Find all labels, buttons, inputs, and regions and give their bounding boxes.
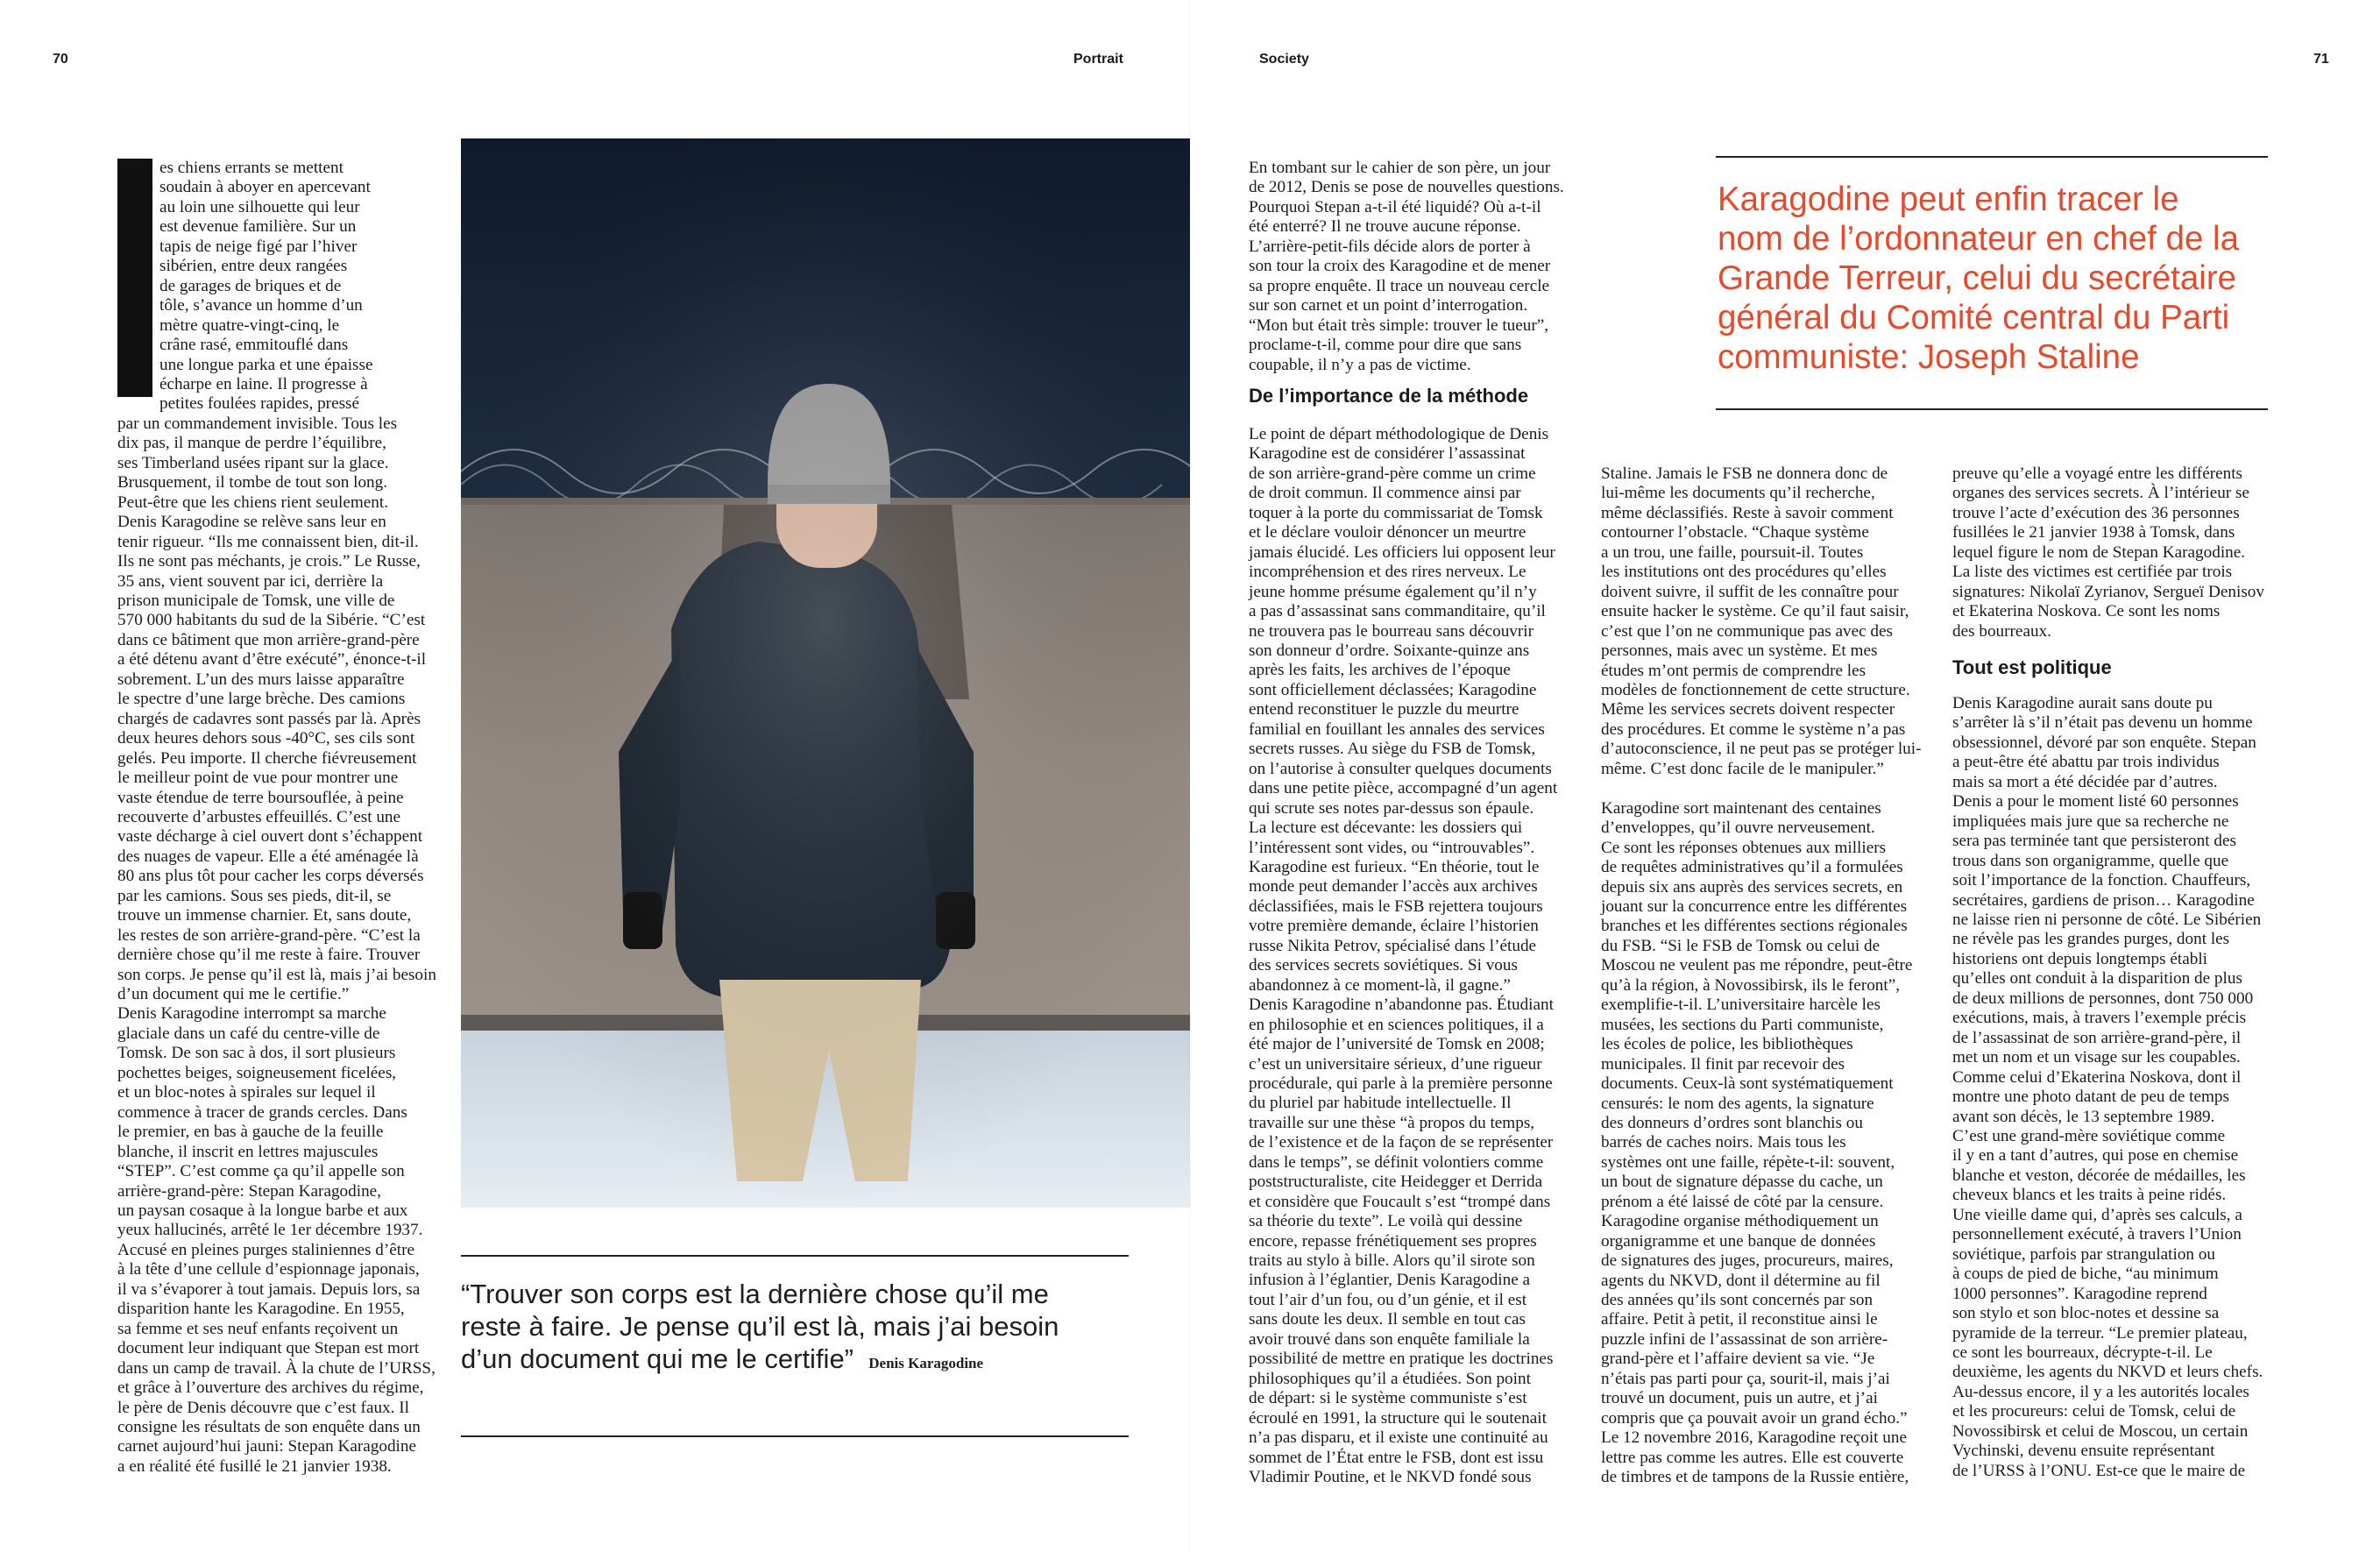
- body-line: Ce sont les réponses obtenues aux milliers: [1601, 838, 1887, 857]
- body-line: Une vieille dame qui, d’après ses calculs, a: [1952, 1205, 2242, 1224]
- body-line: ensuite hacker le système. Ce qu’il faut saisir,: [1601, 602, 1909, 621]
- body-line: abandonnez à ce moment-là, il gagne.”: [1249, 975, 1511, 995]
- body-line: du FSB. “Si le FSB de Tomsk ou celui de: [1601, 936, 1881, 955]
- body-line: écharpe en laine. Il progresse à: [159, 374, 368, 393]
- body-line: Brusquement, il tombe de tout son long.: [117, 473, 388, 493]
- body-line: son donneur d’ordre. Soixante-quinze ans: [1249, 641, 1530, 660]
- body-line: signatures: Nikolaï Zyrianov, Sergueï Denisov: [1952, 582, 2264, 601]
- body-line: La lecture est décevante: les dossiers qui: [1249, 819, 1523, 838]
- body-line: de garages de briques et de: [159, 276, 342, 295]
- body-line: familial en fouillant les annales des services: [1249, 719, 1545, 739]
- body-line: L’arrière-petit-fils décide alors de porter à: [1249, 237, 1531, 256]
- body-line: pyramide de la terreur. “Le premier plateau,: [1952, 1323, 2248, 1343]
- body-line: mais sa mort a été décidée par d’autres.: [1952, 772, 2218, 791]
- body-line: blanche, il inscrit en lettres majuscules: [117, 1142, 379, 1161]
- body-line: puzzle infini de l’assassinat de son arrière-: [1601, 1329, 1888, 1349]
- body-line: et le déclare vouloir dénoncer un meurtre: [1249, 523, 1526, 542]
- body-line: preuve qu’elle a voyagé entre les différents: [1952, 464, 2243, 483]
- portrait-photo: [461, 138, 1190, 1208]
- body-line: dans le temps”, se définit volontiers comme: [1249, 1152, 1544, 1172]
- body-line: vaste étendue de terre boursouflée, à peine: [117, 788, 404, 807]
- body-line: possibilité de mettre en pratique les doctrines: [1249, 1350, 1554, 1369]
- body-line: d’autoconscience, il ne peut pas se protéger lui-: [1601, 740, 1922, 759]
- body-line: n’a pas disparu, et il existe une continuité au: [1249, 1428, 1548, 1448]
- body-line: Denis Karagodine n’abandonne pas. Étudiant: [1249, 996, 1554, 1015]
- body-line: de droit commun. Il commence ainsi par: [1249, 484, 1521, 503]
- body-line: arrière-grand-père: Stepan Karagodine,: [117, 1181, 381, 1201]
- body-line: philosophiques qu’il a étudiées. Son point: [1249, 1369, 1531, 1388]
- body-line: lui-même les documents qu’il recherche,: [1601, 484, 1875, 503]
- body-line: est devenue familière. Sur un: [159, 217, 357, 237]
- body-line: contourner l’obstacle. “Chaque système: [1601, 523, 1869, 542]
- body-line: 570 000 habitants du sud de la Sibérie. “C’est: [117, 611, 426, 630]
- body-line: en philosophie et en sciences politiques, il a: [1249, 1015, 1544, 1034]
- body-line: municipales. Il finit par recevoir des: [1601, 1054, 1845, 1074]
- red-quote-line: nom de l’ordonnateur en chef de la: [1718, 220, 2240, 258]
- red-quote-top-rule: [1716, 156, 2268, 158]
- pull-quote-line: “Trouver son corps est la dernière chose qu’il me: [461, 1279, 1049, 1309]
- body-line: Vychinski, devenu ensuite représentant: [1952, 1442, 2215, 1461]
- body-line: les écoles de police, les bibliothèques: [1601, 1035, 1853, 1054]
- body-line: soviétique, parfois par strangulation ou: [1952, 1244, 2216, 1264]
- body-line: Karagodine est furieux. “En théorie, tout le: [1249, 857, 1540, 876]
- body-line: proclame-t-il, comme pour dire que sans: [1249, 336, 1522, 355]
- red-quote-line: Karagodine peut enfin tracer le: [1718, 181, 2179, 218]
- body-line: encore, repasse frénétiquement ses propres: [1249, 1231, 1537, 1251]
- body-line: sobrement. L’un des murs laisse apparaître: [117, 670, 405, 689]
- body-line: par un commandement invisible. Tous les: [117, 414, 398, 433]
- body-line: de son arrière-grand-père comme un crime: [1249, 464, 1536, 483]
- body-line: a en réalité été fusillé le 21 janvier 1938.: [117, 1456, 392, 1476]
- body-line: à coups de pied de biche, “au minimum: [1952, 1265, 2219, 1284]
- body-line: Peut-être que les chiens rient seulement.: [117, 493, 389, 512]
- body-line: gelés. Peu importe. Il cherche fiévreusement: [117, 748, 417, 768]
- body-line: et les procureurs: celui de Tomsk, celui de: [1952, 1402, 2236, 1421]
- body-line: mètre quatre-vingt-cinq, le: [159, 315, 340, 335]
- body-line: dernière chose qu’il me reste à faire. Trouver: [117, 946, 421, 965]
- body-line: lequel figure le nom de Stepan Karagodine.: [1952, 542, 2246, 562]
- body-line: russe Nikita Petrov, spécialisé dans l’étude: [1249, 936, 1537, 955]
- body-line: ses Timberland usées ripant sur la glace.: [117, 453, 389, 472]
- body-line: Accusé en pleines purges staliniennes d’être: [117, 1240, 415, 1259]
- body-line: sibérien, entre deux rangées: [159, 257, 348, 276]
- body-line: avant son décès, le 13 septembre 1989.: [1952, 1107, 2215, 1126]
- body-line: exécutions, mais, à travers l’exemple précis: [1952, 1009, 2247, 1028]
- body-line: personnes, mais avec un système. Et mes: [1601, 641, 1878, 661]
- body-line: des procédures. Et comme le système n’a pas: [1601, 719, 1906, 739]
- body-line: votre première demande, éclaire l’historien: [1249, 917, 1539, 936]
- body-line: En tombant sur le cahier de son père, un jour: [1249, 159, 1551, 177]
- body-line: des services secrets soviétiques. Si vous: [1249, 956, 1518, 975]
- body-line: des nuages de vapeur. Elle a été aménagée là: [117, 847, 419, 866]
- body-line: sont officiellement déclassées; Karagodine: [1249, 680, 1537, 699]
- body-line: sans doute les deux. Il semble en tout cas: [1249, 1310, 1526, 1329]
- body-line: pochettes beiges, soigneusement ficelées,: [117, 1063, 397, 1082]
- body-line: yeux hallucinés, arrêté le 1er décembre 1937.: [117, 1221, 423, 1240]
- body-line: une longue parka et une épaisse: [159, 355, 373, 374]
- body-line: travaille sur une thèse “à propos du temps,: [1249, 1113, 1535, 1132]
- pull-quote-line: d’un document qui me le certifie”: [461, 1343, 854, 1374]
- body-line: d’un document qui me le certifie.”: [117, 985, 350, 1004]
- body-line: qu’elles ont conduit à la disparition de plus: [1952, 969, 2242, 989]
- body-line: son corps. Je pense qu’il est là, mais j’ai besoin: [117, 965, 436, 984]
- pull-quote-line: reste à faire. Je pense qu’il est là, mais j’ai besoin: [461, 1311, 1059, 1342]
- page-gutter: [1189, 0, 1191, 1552]
- body-line: blanche et veston, décorée de médailles, les: [1952, 1166, 2246, 1185]
- body-line: montre une photo datant de peu de temps: [1952, 1088, 2229, 1107]
- article-column-1: [117, 159, 437, 1477]
- body-line: infusion à l’églantier, Denis Karagodine a: [1249, 1271, 1531, 1290]
- body-line: Même les services secrets doivent respecter: [1601, 700, 1895, 719]
- body-line: compris que ça pouvait avoir un grand écho.”: [1601, 1408, 1908, 1428]
- body-line: de deux millions de personnes, dont 750 000: [1952, 989, 2254, 1008]
- body-line: d’enveloppes, qu’il ouvre nerveusement.: [1601, 819, 1875, 838]
- body-line: deux heures dehors sous -40°C, ses cils sont: [117, 729, 415, 748]
- body-line: Le point de départ méthodologique de Denis: [1249, 425, 1549, 443]
- body-line: a peut-être été abattu par trois individus: [1952, 753, 2220, 772]
- body-line: c’est que l’on ne communique pas avec des: [1601, 621, 1893, 641]
- body-line: sur son carnet et un point d’interrogation.: [1249, 296, 1528, 315]
- body-line: Comme celui d’Ekaterina Noskova, dont il: [1952, 1067, 2242, 1087]
- section-label-society: Society: [1259, 52, 1309, 67]
- pull-quote-bottom-rule: [461, 1435, 1129, 1437]
- body-line: vaste décharge à ciel ouvert dont s’échappent: [117, 827, 423, 847]
- body-line: sa propre enquête. Il trace un nouveau cercle: [1249, 276, 1550, 295]
- body-line: ne trouvera pas le bourreau sans découvrir: [1249, 621, 1534, 641]
- body-line: qu’à la région, à Novossibirsk, ils le feront”,: [1601, 975, 1901, 995]
- body-line: monde peut demander l’accès aux archives: [1249, 877, 1538, 896]
- body-line: des années qu’ils sont concernés par son: [1601, 1291, 1874, 1310]
- body-line: et grâce à l’ouverture des archives du régime,: [117, 1378, 424, 1398]
- body-line: secrétaires, gardiens de prison… Karagodine: [1952, 890, 2255, 910]
- body-line: trouve un immense charnier. Et, sans doute,: [117, 906, 412, 925]
- body-line: trouvé un document, puis un autre, et j’ai: [1601, 1389, 1878, 1408]
- body-line: barrés de caches noirs. Mais tous les: [1601, 1133, 1846, 1152]
- body-line: l’intéressent sont vides, ou “introuvables”.: [1249, 838, 1535, 857]
- body-line: même déclassifiés. Reste à savoir comment: [1601, 503, 1894, 522]
- body-line: tout l’air d’un fou, ou d’un génie, et il est: [1249, 1290, 1527, 1309]
- body-line: Moscou ne veulent pas me répondre, peut-être: [1601, 956, 1913, 975]
- body-line: met un nom et un visage sur les coupables.: [1952, 1048, 2241, 1067]
- body-line: doivent suivre, il suffit de les connaître pour: [1601, 582, 1899, 601]
- body-line: son tour la croix des Karagodine et de mener: [1249, 257, 1551, 276]
- body-line: Denis Karagodine aurait sans doute pu: [1952, 694, 2213, 712]
- body-line: Au-dessus encore, il y a les autorités locales: [1952, 1382, 2249, 1401]
- body-line: exemplifie-t-il. L’universitaire harcèle les: [1601, 996, 1881, 1015]
- body-line: Staline. Jamais le FSB ne donnera donc de: [1601, 464, 1888, 483]
- pull-quote-top-rule: [461, 1255, 1129, 1257]
- body-line: coupable, il n’y a pas de victime.: [1249, 355, 1471, 374]
- body-line: document leur indiquant que Stepan est mort: [117, 1339, 420, 1358]
- pull-quote: [461, 1278, 1144, 1379]
- body-line: dans un camp de travail. À la chute de l’URSS,: [117, 1358, 436, 1378]
- body-line: sa femme et ses neuf enfants reçoivent un: [117, 1319, 399, 1338]
- section-label-portrait: Portrait: [1073, 52, 1123, 67]
- body-line: branches et les différentes sections régionales: [1601, 917, 1908, 936]
- article-column-5-top: [1952, 464, 2303, 641]
- body-line: Denis a pour le moment listé 60 personnes: [1952, 792, 2239, 811]
- body-line: tenir rigueur. “Ils me connaissent bien, dit-il.: [117, 532, 419, 551]
- red-pull-quote: [1718, 180, 2278, 377]
- article-column-5-bottom: [1952, 694, 2303, 1481]
- body-line: Denis Karagodine se relève sans leur en: [117, 513, 386, 532]
- body-line: trouve l’acte d’exécution des 36 personnes: [1952, 503, 2240, 522]
- body-line: “STEP”. C’est comme ça qu’il appelle son: [117, 1162, 405, 1181]
- body-line: un bout de signature dépasse du cache, un: [1601, 1173, 1883, 1192]
- body-line: Novossibirsk et celui de Moscou, un certain: [1952, 1421, 2249, 1441]
- body-line: “Mon but était très simple: trouver le tueur”,: [1249, 315, 1549, 335]
- body-line: prénom a été laissé de côté par la censure.: [1601, 1192, 1884, 1211]
- body-line: Denis Karagodine interrompt sa marche: [117, 1004, 386, 1024]
- body-line: recouverte d’arbustes effeuillés. C’est une: [117, 807, 401, 826]
- body-line: des donneurs d’ordres sont blanchis ou: [1601, 1113, 1863, 1132]
- body-line: on l’autorise à consulter quelques documents: [1249, 759, 1552, 778]
- body-line: Karagodine organise méthodiquement un: [1601, 1212, 1879, 1231]
- body-line: jamais élucidé. Les officiers lui opposent leur: [1249, 542, 1555, 562]
- body-line: s’arrêter là s’il n’était pas devenu un homme: [1952, 713, 2253, 733]
- body-line: secrets russes. Au siège du FSB de Tomsk,: [1249, 740, 1536, 759]
- body-line: petites foulées rapides, pressé: [159, 394, 360, 414]
- drop-cap-l: [117, 159, 152, 397]
- body-line: été major de l’université de Tomsk en 2008;: [1249, 1035, 1545, 1054]
- body-line: le premier, en bas à gauche de la feuille: [117, 1123, 384, 1142]
- article-column-3-bottom: [1249, 425, 1590, 1487]
- body-line: commence à tracer de grands cercles. Dans: [117, 1102, 407, 1122]
- body-line: par les camions. Sous ses pieds, dit-il, se: [117, 886, 392, 905]
- body-line: de requêtes administratives qu’il a formulées: [1601, 858, 1903, 877]
- body-line: glaciale dans un café du centre-ville de: [117, 1024, 380, 1043]
- body-line: le spectre d’une large brèche. Des camions: [117, 690, 406, 709]
- body-line: les restes de son arrière-grand-père. “C’est la: [117, 925, 421, 945]
- body-line: études m’ont permis de comprendre les: [1601, 661, 1866, 680]
- page-number-right: 71: [2313, 52, 2329, 67]
- body-line: sa théorie du texte”. Le voilà qui dessine: [1249, 1212, 1523, 1231]
- body-line: obsessionnel, dévoré par son enquête. Stepan: [1952, 733, 2256, 752]
- body-line: de l’assassinat de son arrière-grand-père, il: [1952, 1028, 2242, 1047]
- body-line: procédurale, qui parle à la première personne: [1249, 1074, 1553, 1093]
- body-line: es chiens errants se mettent: [159, 159, 344, 177]
- body-line: consigne les résultats de son enquête dans un: [117, 1418, 421, 1436]
- body-line: même. C’est donc facile de le manipuler.”: [1601, 759, 1884, 778]
- body-line: sera pas terminée tant que persisteront des: [1952, 832, 2236, 851]
- body-line: jouant sur la concurrence entre les différentes: [1601, 896, 1908, 916]
- photo-illustration: [461, 138, 1190, 1208]
- body-line: 80 ans plus tôt pour cacher les corps déversés: [117, 867, 424, 886]
- red-quote-line: Grande Terreur, celui du secrétaire: [1718, 259, 2237, 297]
- body-line: 35 ans, vient souvent par ici, derrière la: [117, 571, 384, 591]
- red-quote-line: communiste: Joseph Staline: [1718, 338, 2140, 376]
- body-line: ne laisse rien ni personne de côté. Le Sibérien: [1952, 910, 2262, 929]
- body-line: de 2012, Denis se pose de nouvelles questions.: [1249, 178, 1564, 197]
- body-line: qui scrute ses notes par-dessus son épaule.: [1249, 798, 1534, 818]
- body-line: de départ: si le système communiste s’est: [1249, 1389, 1527, 1408]
- body-line: soudain à aboyer en apercevant: [159, 178, 371, 197]
- body-line: lettre pas comme les autres. Elle est couverte: [1601, 1448, 1904, 1467]
- body-line: poststructuraliste, cite Heidegger et Derrida: [1249, 1173, 1543, 1192]
- body-line: grand-père et l’affaire devient sa vie. “Je: [1601, 1350, 1875, 1369]
- body-line: deuxième, les agents du NKVD et leurs chefs.: [1952, 1363, 2263, 1382]
- body-line: impliquées mais jure que sa recherche ne: [1952, 811, 2229, 831]
- body-line: été enterré? Il ne trouve aucune réponse.: [1249, 217, 1521, 237]
- body-line: les institutions ont des procédures qu’elles: [1601, 563, 1887, 582]
- body-line: Le 12 novembre 2016, Karagodine reçoit une: [1601, 1428, 1907, 1448]
- body-line: dans une petite pièce, accompagné d’un agent: [1249, 779, 1558, 798]
- body-line: son stylo et son bloc-notes et dessine sa: [1952, 1304, 2220, 1323]
- body-line: incompréhension et des rires nerveux. Le: [1249, 563, 1526, 582]
- body-line: de timbres et de tampons de la Russie entière,: [1601, 1468, 1909, 1487]
- body-line: dans ce bâtiment que mon arrière-grand-père: [117, 630, 420, 649]
- body-line: La liste des victimes est certifiée par trois: [1952, 563, 2233, 582]
- red-quote-line: général du Comité central du Parti: [1718, 299, 2230, 337]
- body-line: censurés: le nom des agents, la signature: [1601, 1094, 1874, 1113]
- body-line: jeune homme présume également qu’il n’y: [1249, 582, 1537, 601]
- body-line: systèmes ont une faille, répète-t-il: souvent,: [1601, 1152, 1895, 1172]
- body-line: Tomsk. De son sac à dos, il sort plusieurs: [117, 1044, 396, 1063]
- body-line: et Ekaterina Noskova. Ce sont les noms: [1952, 602, 2221, 621]
- body-line: traits au stylo à bille. Alors qu’il sirote son: [1249, 1251, 1535, 1271]
- body-line: affaire. Petit à petit, il reconstitue ainsi le: [1601, 1310, 1878, 1329]
- body-line: Ils ne sont pas méchants, je crois.” Le Russe,: [117, 552, 421, 571]
- body-line: carnet aujourd’hui jauni: Stepan Karagodine: [117, 1437, 416, 1456]
- body-line: musées, les sections du Parti communiste,: [1601, 1015, 1884, 1034]
- body-line: C’est une grand-mère soviétique comme: [1952, 1126, 2226, 1145]
- body-line: soit l’importance de la fonction. Chauffeurs,: [1952, 871, 2251, 890]
- body-line: Vladimir Poutine, et le NKVD fondé sous: [1249, 1468, 1532, 1487]
- body-line: sommet de l’État entre le FSB, dont est issu: [1249, 1448, 1544, 1467]
- body-line: historiens ont depuis longtemps établi: [1952, 949, 2207, 968]
- body-line: dix pas, il manque de perdre l’équilibre,: [117, 434, 386, 453]
- body-line: Karagodine sort maintenant des centaines: [1601, 798, 1881, 818]
- subheading-methode: De l’importance de la méthode: [1249, 385, 1529, 407]
- article-column-4: [1601, 464, 1951, 1488]
- body-line: c’est un universitaire sérieux, d’une rigueur: [1249, 1054, 1542, 1074]
- body-line: disparition hante les Karagodine. En 1955,: [117, 1300, 405, 1319]
- body-line: Karagodine est de considérer l’assassinat: [1249, 444, 1526, 464]
- body-line: chargés de cadavres sont passés par là. Après: [117, 709, 421, 728]
- body-line: crâne rasé, emmitouflé dans: [159, 336, 349, 355]
- body-line: écroulé en 1991, la structure qui le soutenait: [1249, 1408, 1547, 1428]
- page-number-left: 70: [53, 52, 68, 67]
- body-line: de signatures des juges, procureurs, maires,: [1601, 1251, 1894, 1271]
- article-column-3-top: [1249, 159, 1590, 375]
- body-line: au loin une silhouette qui leur: [159, 197, 360, 216]
- body-line: fusillées le 21 janvier 1938 à Tomsk, dans: [1952, 523, 2235, 542]
- body-line: le père de Denis découvre que c’est faux. Il: [117, 1398, 409, 1417]
- body-line: a un trou, une faille, poursuit-il. Toutes: [1601, 542, 1864, 562]
- body-line: prison municipale de Tomsk, une ville de: [117, 591, 395, 610]
- body-line: depuis six ans auprès des services secrets, en: [1601, 877, 1903, 896]
- body-line: toquer à la porte du commissariat de Tomsk: [1249, 503, 1543, 522]
- body-line: cheveux blancs et les traits à peine ridés.: [1952, 1186, 2227, 1205]
- body-line: des bourreaux.: [1952, 621, 2051, 641]
- red-quote-bottom-rule: [1716, 408, 2268, 410]
- body-line: organigramme et une banque de données: [1601, 1231, 1876, 1251]
- body-line: après les faits, les archives de l’époque: [1249, 661, 1511, 680]
- body-line: de l’URSS à l’ONU. Est-ce que le maire de: [1952, 1461, 2246, 1480]
- body-line: tapis de neige figé par l’hiver: [159, 237, 358, 256]
- body-line: et un bloc-notes à spirales sur lequel il: [117, 1083, 376, 1102]
- body-line: ne révèle pas les grandes purges, dont les: [1952, 930, 2230, 949]
- body-line: [1601, 779, 1951, 798]
- body-line: déclassifiées, mais le FSB rejettera toujours: [1249, 896, 1543, 916]
- body-line: modèles de fonctionnement de cette structure.: [1601, 680, 1910, 699]
- body-line: avoir trouvé dans son enquête familiale la: [1249, 1329, 1530, 1349]
- body-line: il va s’évaporer à tout jamais. Depuis lors, sa: [117, 1279, 421, 1299]
- body-line: un paysan cosaque à la longue barbe et aux: [117, 1201, 408, 1221]
- body-line: personnellement exécuté, à travers l’Union: [1952, 1225, 2242, 1244]
- body-line: ce sont les bourreaux, décrypte-t-il. Le: [1952, 1343, 2213, 1362]
- body-line: et considère que Foucault s’est “trompé dans: [1249, 1192, 1551, 1211]
- body-line: a pas d’assassinat sans commanditaire, qu’il: [1249, 602, 1546, 621]
- body-line: organes des services secrets. À l’intérieur se: [1952, 484, 2250, 503]
- body-line: il y en a tant d’autres, qui pose en chemise: [1952, 1146, 2239, 1166]
- body-line: à la tête d’une cellule d’espionnage japonais,: [117, 1260, 420, 1279]
- body-line: Pourquoi Stepan a-t-il été liquidé? Où a-t-il: [1249, 197, 1541, 216]
- body-line: tôle, s’avance un homme d’un: [159, 296, 363, 315]
- body-line: le meilleur point de vue pour montrer une: [117, 769, 399, 788]
- body-line: de l’existence et de la façon de se représenter: [1249, 1133, 1554, 1152]
- body-line: n’étais pas parti pour ça, sourit-il, mais j’ai: [1601, 1369, 1890, 1388]
- body-line: 1000 personnes”. Karagodine reprend: [1952, 1284, 2207, 1303]
- body-line: du pluriel par habitude intellectuelle. Il: [1249, 1094, 1512, 1113]
- subheading-politique: Tout est politique: [1952, 656, 2112, 678]
- body-line: entend reconstituer le puzzle du meurtre: [1249, 700, 1519, 719]
- pull-quote-byline: Denis Karagodine: [868, 1355, 984, 1371]
- body-line: agents du NKVD, dont il détermine au fil: [1601, 1271, 1881, 1290]
- body-line: documents. Ceux-là sont systématiquement: [1601, 1074, 1894, 1094]
- body-line: a été détenu avant d’être exécuté”, énonce-t-il: [117, 650, 427, 670]
- body-line: trous dans son organigramme, quelle que: [1952, 851, 2229, 870]
